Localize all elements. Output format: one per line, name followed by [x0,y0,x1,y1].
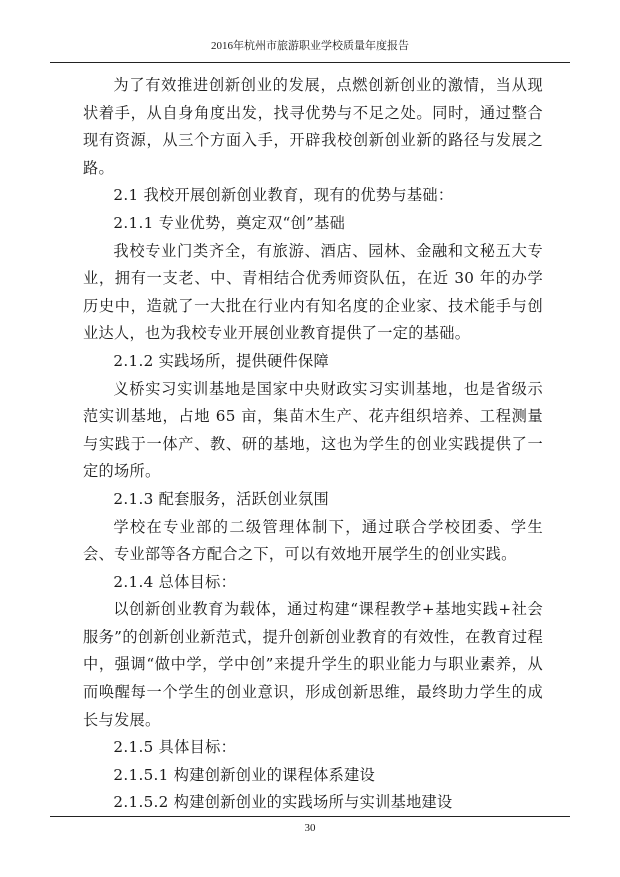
section-heading-2-1-2: 2.1.2 实践场所，提供硬件保障 [113,351,330,370]
page-footer [50,816,570,836]
document-body [83,72,543,817]
paragraph-professional-advantage: 我校专业门类齐全，有旅游、酒店、园林、金融和文秘五大专业，拥有一支老、中、青相结合优秀师资队伍，在近 30 年的办学历史中，造就了一大批在行业内有知名度的企业家、技术能手与创业达人，也为我校专业开展创业教育提供了一定的基础。 [83,241,543,343]
page-header [50,38,570,63]
paragraph-support-services: 学校在专业部的二级管理体制下，通过联合学校团委、学生会、专业部等各方配合之下，可以有效地开展学生的创业实践。 [83,517,543,564]
report-title: 2016年杭州市旅游职业学校质量年度报告 [211,40,409,52]
section-heading-2-1-5: 2.1.5 具体目标： [113,738,237,757]
paragraph-intro: 为了有效推进创新创业的发展，点燃创新创业的激情，当从现状着手，从自身角度出发，找寻优势与不足之处。同时，通过整合现有资源，从三个方面入手，开辟我校创新创业新的路径与发展之路。 [83,76,543,177]
section-heading-2-1-1: 2.1.1 专业优势，奠定双“创”基础 [113,213,346,232]
section-heading-2-1: 2.1 我校开展创新创业教育，现有的优势与基础： [113,186,454,205]
section-heading-2-1-5-1: 2.1.5.1 构建创新创业的课程体系建设 [113,765,376,784]
section-heading-2-1-5-2: 2.1.5.2 构建创新创业的实践场所与实训基地建设 [113,793,453,812]
page-number: 30 [304,822,316,834]
paragraph-overall-goal: 以创新创业教育为载体，通过构建“课程教学+基地实践+社会服务”的创新创业新范式，提升创新创业教育的有效性，在教育过程中，强调“做中学，学中创”来提升学生的职业能力与职业素养，从而唤醒每一个学生的创业意识，形成创新思维，最终助力学生的成长与发展。 [83,600,543,729]
section-heading-2-1-4: 2.1.4 总体目标： [113,572,237,591]
section-heading-2-1-3: 2.1.3 配套服务，活跃创业氛围 [113,489,330,508]
paragraph-practice-base: 义桥实习实训基地是国家中央财政实习实训基地，也是省级示范实训基地，占地 65 亩，集苗木生产、花卉组织培养、工程测量与实践于一体产、教、研的基地，这也为学生的创业实践提供了一定的场所。 [83,379,543,481]
